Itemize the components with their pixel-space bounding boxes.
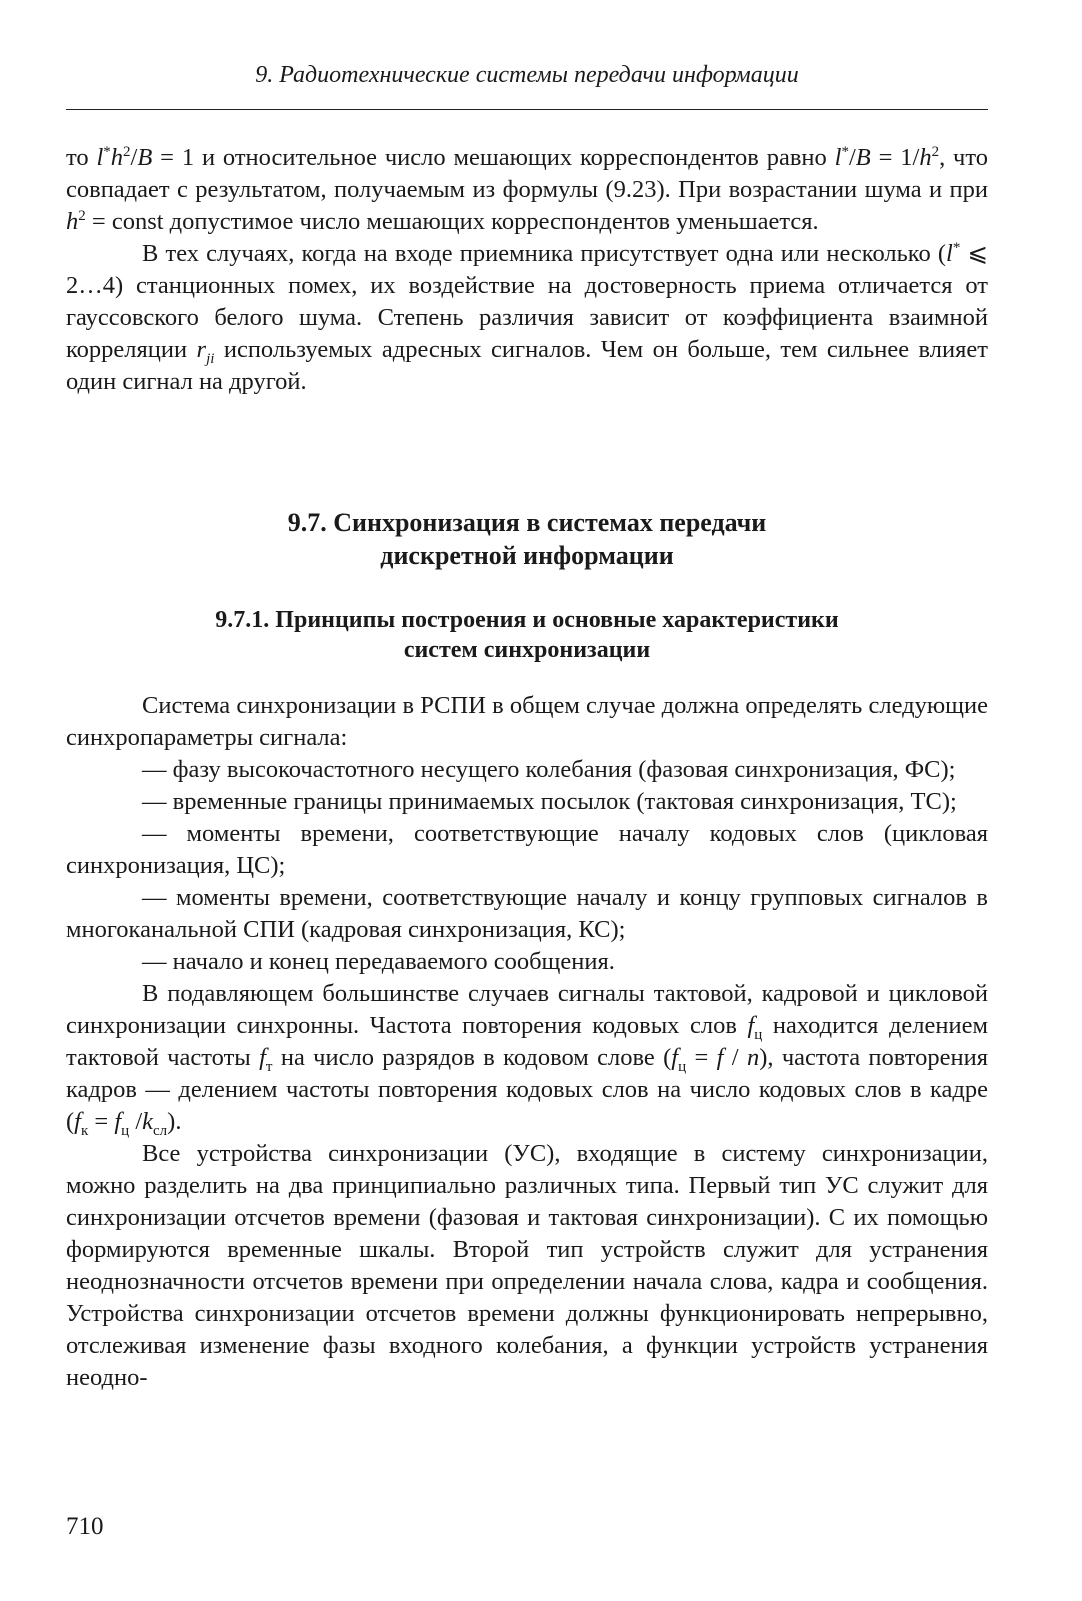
- running-header: 9. Радиотехнические системы передачи информации: [255, 62, 799, 88]
- page-number: 710: [66, 1513, 104, 1540]
- body-text-main: [66, 690, 988, 1394]
- body-text-top: [66, 142, 988, 398]
- paragraph: Все устройства синхронизации (УС), входящие в систему синхронизации, можно разделить на два принципиально различных типа. Первый тип УС служит для синхронизации отсчетов времени (фазовая и тактовая синхронизации). С их помощью формируются временные шкалы. Второй тип устройств служит для устранения неоднозначности отсчетов времени при определении начала слова, кадра и сообщения. Устройства синхронизации отсчетов времени должны функционировать непрерывно, отслеживая изменение фазы входного колебания, а функции устройств устранения неодно-: [66, 1140, 988, 1391]
- paragraph: В тех случаях, когда на входе приемника присутствует одна или несколько (l* ⩽ 2…4) станционных помех, их воздействие на достоверность приема отличается от гауссовского белого шума. Степень различия зависит от коэффициента взаимной корреляции $r_{ji}$ используемых адресных сигналов. Чем он больше, тем сильнее влияет один сигнал на другой.: [66, 239, 989, 395]
- paragraph: Система синхронизации в РСПИ в общем случае должна определять следующие синхропараметры сигнала:: [66, 692, 988, 751]
- header-rule: [66, 109, 988, 110]
- list-item: — фазу высокочастотного несущего колебания (фазовая синхронизация, ФС);: [142, 756, 956, 783]
- paragraph: В подавляющем большинстве случаев сигналы тактовой, кадровой и цикловой синхронизации синхронны. Частота повторения кодовых слов $f_ц$ находится делением тактовой частоты $f_т$ на число разрядов в кодовом слове $(f_ц = f / n)$, частота повторения кадров — делением частоты повторения кодовых слов на число кодовых слов в кадре ($f_к = f_ц$ $/k_{сл}$).: [66, 980, 988, 1139]
- list-item: — моменты времени, соответствующие началу кодовых слов (цикловая синхронизация, ЦС);: [66, 820, 988, 879]
- section-heading: 9.7. Синхронизация в системах передачи дискретной информации: [287, 508, 767, 570]
- list-item: — моменты времени, соответствующие началу и концу групповых сигналов в многоканальной СПИ (кадровая синхронизация, КС);: [66, 884, 988, 943]
- list-item: — начало и конец передаваемого сообщения.: [142, 948, 615, 975]
- list-item: — временные границы принимаемых посылок (тактовая синхронизация, ТС);: [142, 788, 957, 815]
- book-page: [66, 0, 988, 1601]
- paragraph: то $l^*h^2/B = 1$ и относительное число мешающих корреспондентов равно $l^*/B = 1/h^2$, что совпадает с результатом, получаемым из формулы (9.23). При возрастании шума и при $h^2$ = const допустимое число мешающих корреспондентов уменьшается.: [66, 143, 988, 235]
- subsection-heading: 9.7.1. Принципы построения и основные характеристики систем синхронизации: [215, 607, 839, 663]
